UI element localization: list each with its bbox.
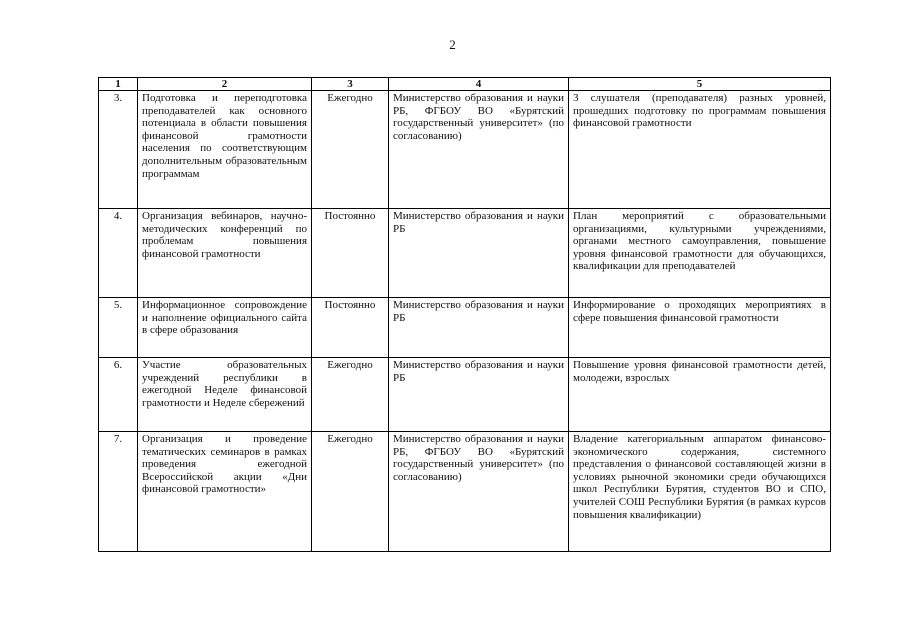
row-number: 5.	[99, 298, 138, 358]
row-number: 3.	[99, 91, 138, 209]
responsible-cell: Министерство образования и науки РБ, ФГБОУ ВО «Бурятский государственный университет» (по согласованию)	[389, 432, 569, 552]
responsible-cell: Министерство образования и науки РБ	[389, 209, 569, 298]
term-cell: Ежегодно	[312, 91, 389, 209]
table-row	[99, 432, 831, 552]
result-cell: Владение категориальным аппаратом финансово-экономического содержания, системного представления о финансовой составляющей жизни в условиях рыночной экономики среди обучающихся школ Республики Бурятия, студентов ВО и СПО, учителей СОШ Республики Бурятия (в рамках курсов повышения квалификации)	[569, 432, 831, 552]
task-cell: Подготовка и переподготовка преподавателей как основного потенциала в области повышения финансовой грамотности населения по соответствующим дополнительным образовательным программам	[138, 91, 312, 209]
result-cell: Информирование о проходящих мероприятиях в сфере повышения финансовой грамотности	[569, 298, 831, 358]
result-cell: 3 слушателя (преподавателя) разных уровней, прошедших подготовку по программам повышения финансовой грамотности	[569, 91, 831, 209]
header-col-3: 3	[312, 78, 389, 91]
header-col-2: 2	[138, 78, 312, 91]
result-cell: Повышение уровня финансовой грамотности детей, молодежи, взрослых	[569, 358, 831, 432]
term-cell: Ежегодно	[312, 358, 389, 432]
responsible-cell: Министерство образования и науки РБ, ФГБОУ ВО «Бурятский государственный университет» (по согласованию)	[389, 91, 569, 209]
responsible-cell: Министерство образования и науки РБ	[389, 358, 569, 432]
table-header	[99, 78, 831, 91]
term-cell: Постоянно	[312, 209, 389, 298]
header-col-4: 4	[389, 78, 569, 91]
page-number: 2	[449, 37, 456, 52]
plan-table	[98, 77, 831, 552]
header-row	[99, 78, 831, 91]
table-row	[99, 298, 831, 358]
result-cell: План мероприятий с образовательными организациями, культурными учреждениями, органами местного самоуправления, повышение уровня финансовой грамотности для обучающихся, квалификации для преподавателей	[569, 209, 831, 298]
table-body	[99, 91, 831, 552]
term-cell: Ежегодно	[312, 432, 389, 552]
term-cell: Постоянно	[312, 298, 389, 358]
header-col-1: 1	[99, 78, 138, 91]
table-row	[99, 209, 831, 298]
row-number: 7.	[99, 432, 138, 552]
task-cell: Участие образовательных учреждений республики в ежегодной Неделе финансовой грамотности и Неделе сбережений	[138, 358, 312, 432]
task-cell: Информационное сопровождение и наполнение официального сайта в сфере образования	[138, 298, 312, 358]
row-number: 6.	[99, 358, 138, 432]
table-row	[99, 91, 831, 209]
table-row	[99, 358, 831, 432]
row-number: 4.	[99, 209, 138, 298]
header-col-5: 5	[569, 78, 831, 91]
responsible-cell: Министерство образования и науки РБ	[389, 298, 569, 358]
task-cell: Организация вебинаров, научно-методических конференций по проблемам повышения финансовой грамотности	[138, 209, 312, 298]
task-cell: Организация и проведение тематических семинаров в рамках проведения ежегодной Всероссийской акции «Дни финансовой грамотности»	[138, 432, 312, 552]
